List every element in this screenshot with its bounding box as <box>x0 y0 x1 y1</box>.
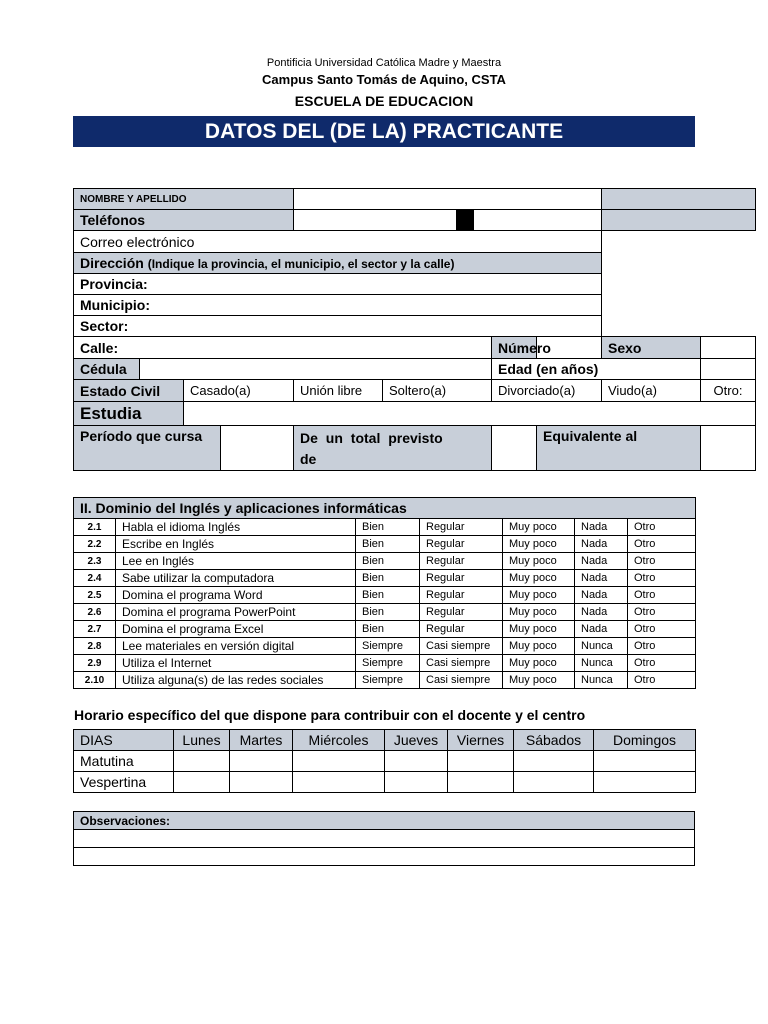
correo-label: Correo electrónico <box>74 231 602 253</box>
skill-option[interactable]: Muy poco <box>503 570 575 587</box>
skill-option[interactable]: Muy poco <box>503 655 575 672</box>
telefonos-label: Teléfonos <box>74 210 294 231</box>
skill-option[interactable]: Nada <box>575 587 628 604</box>
blank-cell <box>602 274 756 295</box>
shift-matutina: Matutina <box>74 751 174 772</box>
schedule-cell[interactable] <box>293 751 385 772</box>
skill-option[interactable]: Otro <box>628 672 696 689</box>
day-domingos: Domingos <box>594 730 696 751</box>
skill-option[interactable]: Bien <box>356 553 420 570</box>
skill-option[interactable]: Otro <box>628 621 696 638</box>
skill-label: Domina el programa Word <box>116 587 356 604</box>
direccion-row <box>74 253 602 274</box>
skill-label: Utiliza alguna(s) de las redes sociales <box>116 672 356 689</box>
skill-label: Habla el idioma Inglés <box>116 519 356 536</box>
skill-label: Domina el programa PowerPoint <box>116 604 356 621</box>
skill-option[interactable]: Nada <box>575 621 628 638</box>
skill-option[interactable]: Bien <box>356 536 420 553</box>
english-row <box>74 638 696 655</box>
skill-option[interactable]: Otro <box>628 638 696 655</box>
telefonos-field[interactable] <box>294 210 602 231</box>
cedula-label: Cédula <box>74 359 140 380</box>
skill-option[interactable]: Muy poco <box>503 604 575 621</box>
skill-option[interactable]: Nunca <box>575 672 628 689</box>
skill-option[interactable]: Otro <box>628 655 696 672</box>
skill-option[interactable]: Nada <box>575 519 628 536</box>
skill-option[interactable]: Otro <box>628 519 696 536</box>
periodo-field[interactable] <box>221 426 294 471</box>
schedule-cell[interactable] <box>174 751 230 772</box>
observaciones-line[interactable] <box>74 830 695 848</box>
skill-option[interactable]: Siempre <box>356 638 420 655</box>
estado-civil-label: Estado Civil <box>74 380 184 402</box>
skill-option[interactable]: Otro <box>628 553 696 570</box>
skill-option[interactable]: Regular <box>420 553 503 570</box>
skill-option[interactable]: Siempre <box>356 672 420 689</box>
skill-option[interactable]: Bien <box>356 587 420 604</box>
municipio-label: Municipio: <box>74 295 602 316</box>
sector-label: Sector: <box>74 316 602 337</box>
skill-option[interactable]: Casi siempre <box>420 638 503 655</box>
skill-label: Sabe utilizar la computadora <box>116 570 356 587</box>
day-sabados: Sábados <box>514 730 594 751</box>
calle-label: Calle: <box>74 337 492 359</box>
schedule-cell[interactable] <box>385 772 448 793</box>
university-name: Pontificia Universidad Católica Madre y Maestra <box>266 57 502 69</box>
english-row <box>74 621 696 638</box>
total-previsto-label <box>294 426 492 471</box>
black-box-mark <box>456 210 474 230</box>
skill-number: 2.1 <box>74 519 116 536</box>
skill-option[interactable]: Otro <box>628 604 696 621</box>
schedule-cell[interactable] <box>594 751 696 772</box>
schedule-cell[interactable] <box>448 751 514 772</box>
estado-option-otro[interactable]: Otro: <box>701 380 756 402</box>
day-martes: Martes <box>230 730 293 751</box>
skill-label: Domina el programa Excel <box>116 621 356 638</box>
numero-label: Número <box>492 337 537 359</box>
skill-option[interactable]: Nunca <box>575 638 628 655</box>
skill-option[interactable]: Bien <box>356 604 420 621</box>
blank-cell <box>602 316 756 337</box>
skill-option[interactable]: Otro <box>628 587 696 604</box>
skill-label: Lee en Inglés <box>116 553 356 570</box>
english-section-heading: II. Dominio del Inglés y aplicaciones informáticas <box>74 498 696 519</box>
skill-option[interactable]: Muy poco <box>503 553 575 570</box>
nombre-label: NOMBRE Y APELLIDO <box>74 189 294 210</box>
day-viernes: Viernes <box>448 730 514 751</box>
nombre-field[interactable] <box>294 189 602 210</box>
skill-number: 2.9 <box>74 655 116 672</box>
equivalente-field[interactable] <box>701 426 756 471</box>
schedule-cell[interactable] <box>174 772 230 793</box>
skill-number: 2.5 <box>74 587 116 604</box>
estado-option-union-libre[interactable]: Unión libre <box>294 380 383 402</box>
skill-number: 2.6 <box>74 604 116 621</box>
estado-option-viudo[interactable]: Viudo(a) <box>602 380 701 402</box>
skill-label: Utiliza el Internet <box>116 655 356 672</box>
skill-option[interactable]: Bien <box>356 570 420 587</box>
schedule-table <box>73 729 696 793</box>
skill-option[interactable]: Siempre <box>356 655 420 672</box>
total-previsto-line-2: de <box>300 451 317 467</box>
skill-number: 2.2 <box>74 536 116 553</box>
skill-option[interactable]: Muy poco <box>503 587 575 604</box>
observaciones-label: Observaciones: <box>74 812 695 830</box>
skill-option[interactable]: Casi siempre <box>420 655 503 672</box>
cedula-field[interactable] <box>140 359 492 380</box>
direccion-hint: (Indique la provincia, el municipio, el sector y la calle) <box>147 257 455 271</box>
skill-option[interactable]: Regular <box>420 536 503 553</box>
english-rows <box>74 519 696 689</box>
skill-number: 2.10 <box>74 672 116 689</box>
schedule-cell[interactable] <box>594 772 696 793</box>
english-row <box>74 570 696 587</box>
skill-option[interactable]: Bien <box>356 621 420 638</box>
shift-vespertina: Vespertina <box>74 772 174 793</box>
english-row <box>74 672 696 689</box>
school-name: ESCUELA DE EDUCACION <box>294 93 474 109</box>
total-previsto-line-1: De un total previsto <box>300 430 443 446</box>
schedule-cell[interactable] <box>514 751 594 772</box>
blank-cell <box>602 231 756 253</box>
english-row <box>74 536 696 553</box>
skill-number: 2.4 <box>74 570 116 587</box>
skill-option[interactable]: Nada <box>575 570 628 587</box>
english-row <box>74 519 696 536</box>
skill-label: Escribe en Inglés <box>116 536 356 553</box>
schedule-cell[interactable] <box>448 772 514 793</box>
skill-option[interactable]: Nada <box>575 536 628 553</box>
skill-option[interactable]: Nada <box>575 604 628 621</box>
blank-cell <box>602 295 756 316</box>
estado-option-soltero[interactable]: Soltero(a) <box>383 380 492 402</box>
day-miercoles: Miércoles <box>293 730 385 751</box>
skill-option[interactable]: Muy poco <box>503 638 575 655</box>
estado-option-divorciado[interactable]: Divorciado(a) <box>492 380 602 402</box>
english-row <box>74 553 696 570</box>
observaciones-line[interactable] <box>74 848 695 866</box>
edad-field[interactable] <box>701 359 756 380</box>
schedule-title: Horario específico del que dispone para contribuir con el docente y el centro <box>74 707 586 723</box>
schedule-cell[interactable] <box>230 751 293 772</box>
english-it-table <box>73 497 696 689</box>
sexo-field[interactable] <box>701 337 756 359</box>
skill-option[interactable]: Otro <box>628 570 696 587</box>
skill-option[interactable]: Nada <box>575 553 628 570</box>
english-row <box>74 655 696 672</box>
periodo-label: Período que cursa <box>74 426 221 471</box>
sexo-label: Sexo <box>602 337 701 359</box>
estudia-field[interactable] <box>184 402 756 426</box>
skill-option[interactable]: Bien <box>356 519 420 536</box>
skill-option[interactable]: Otro <box>628 536 696 553</box>
observaciones-table <box>73 811 695 866</box>
schedule-cell[interactable] <box>385 751 448 772</box>
skill-option[interactable]: Regular <box>420 570 503 587</box>
skill-option[interactable]: Regular <box>420 604 503 621</box>
english-row <box>74 587 696 604</box>
schedule-cell[interactable] <box>514 772 594 793</box>
skill-label: Lee materiales en versión digital <box>116 638 356 655</box>
skill-option[interactable]: Muy poco <box>503 621 575 638</box>
provincia-label: Provincia: <box>74 274 602 295</box>
english-row <box>74 604 696 621</box>
edad-label: Edad (en años) <box>492 359 701 380</box>
page-title: DATOS DEL (DE LA) PRACTICANTE <box>73 116 695 147</box>
skill-option[interactable]: Nunca <box>575 655 628 672</box>
day-lunes: Lunes <box>174 730 230 751</box>
days-label: DIAS <box>74 730 174 751</box>
schedule-cell[interactable] <box>293 772 385 793</box>
estado-option-casado[interactable]: Casado(a) <box>184 380 294 402</box>
total-previsto-field[interactable] <box>492 426 537 471</box>
direccion-label: Dirección <box>80 255 144 271</box>
skill-option[interactable]: Muy poco <box>503 536 575 553</box>
skill-option[interactable]: Regular <box>420 621 503 638</box>
document-header <box>0 56 768 112</box>
skill-number: 2.8 <box>74 638 116 655</box>
skill-option[interactable]: Regular <box>420 519 503 536</box>
skill-option[interactable]: Muy poco <box>503 519 575 536</box>
skill-option[interactable]: Regular <box>420 587 503 604</box>
equivalente-label: Equivalente al <box>537 426 701 471</box>
skill-number: 2.7 <box>74 621 116 638</box>
blank-cell <box>602 253 756 274</box>
personal-data-table <box>73 188 756 471</box>
campus-name: Campus Santo Tomás de Aquino, CSTA <box>262 72 506 87</box>
skill-option[interactable]: Muy poco <box>503 672 575 689</box>
skill-option[interactable]: Casi siempre <box>420 672 503 689</box>
day-jueves: Jueves <box>385 730 448 751</box>
skill-number: 2.3 <box>74 553 116 570</box>
telefonos-extra-field <box>602 210 756 231</box>
estudia-label: Estudia <box>74 402 184 426</box>
schedule-cell[interactable] <box>230 772 293 793</box>
nombre-extra-field <box>602 189 756 210</box>
